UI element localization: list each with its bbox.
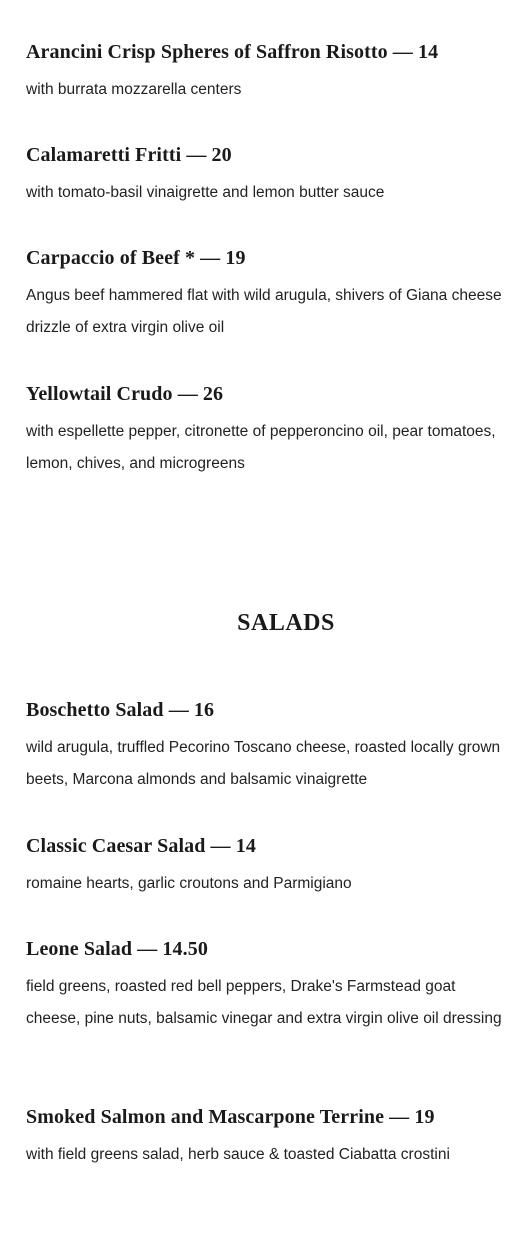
- menu-item: [26, 382, 506, 480]
- menu-item-title: Smoked Salmon and Mascarpone Terrine — 19: [26, 1106, 435, 1128]
- menu-item-title: Boschetto Salad — 16: [26, 699, 215, 721]
- menu-item-title: Carpaccio of Beef * — 19: [26, 247, 246, 269]
- section-heading: SALADS: [237, 610, 335, 636]
- menu-item-description: wild arugula, truffled Pecorino Toscano cheese, roasted locally grown beets, Marcona almonds and balsamic vinaigrette: [26, 739, 501, 788]
- menu-item-description: with field greens salad, herb sauce & toasted Ciabatta crostini: [26, 1146, 450, 1163]
- menu-item-title: Arancini Crisp Spheres of Saffron Risotto — 14: [26, 41, 439, 63]
- menu-item-title: Yellowtail Crudo — 26: [26, 383, 224, 405]
- menu-item: [26, 834, 506, 900]
- menu-item: [26, 143, 506, 209]
- menu-item-title: Calamaretti Fritti — 20: [26, 144, 232, 166]
- menu-item-title: Leone Salad — 14.50: [26, 938, 208, 960]
- menu-item: [26, 1105, 506, 1171]
- menu-item-description: Angus beef hammered flat with wild arugula, shivers of Giana cheese drizzle of extra virgin olive oil: [26, 287, 502, 336]
- menu-item: [26, 40, 506, 106]
- menu-item-description: with espellette pepper, citronette of pepperoncino oil, pear tomatoes, lemon, chives, and microgreens: [26, 423, 496, 472]
- menu-item: [26, 937, 506, 1035]
- menu-item: [26, 246, 506, 344]
- menu-item-description: with tomato-basil vinaigrette and lemon butter sauce: [26, 184, 385, 201]
- menu-item-description: field greens, roasted red bell peppers, Drake's Farmstead goat cheese, pine nuts, balsamic vinegar and extra virgin olive oil dressing: [26, 978, 502, 1027]
- menu-item-title: Classic Caesar Salad — 14: [26, 835, 256, 857]
- menu-item: [26, 698, 506, 796]
- menu-item-description: romaine hearts, garlic croutons and Parmigiano: [26, 875, 352, 892]
- menu-item-description: with burrata mozzarella centers: [26, 81, 242, 98]
